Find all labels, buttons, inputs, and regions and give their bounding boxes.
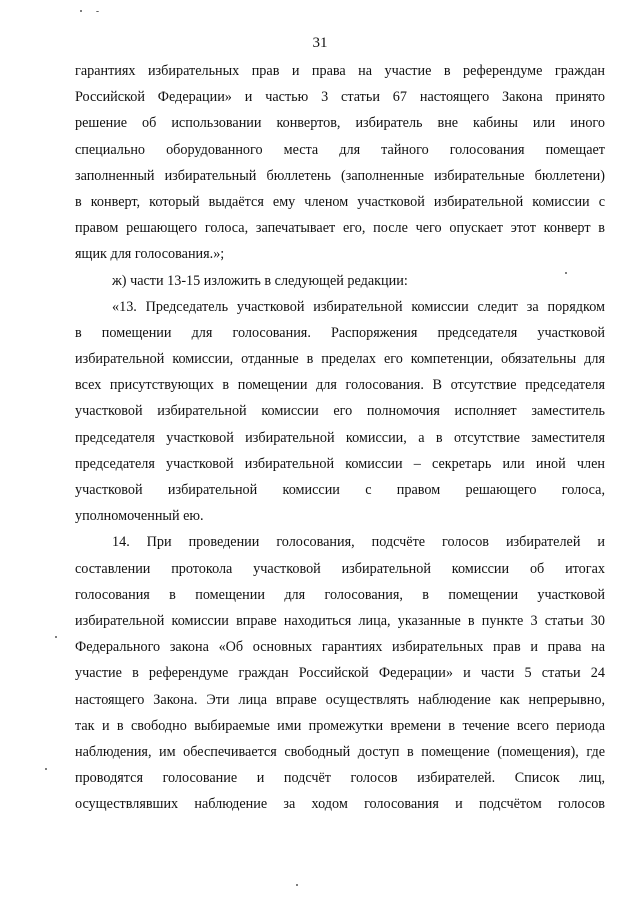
- scan-speck: [96, 11, 99, 12]
- text-line: в конверт, который выдаётся ему членом участковой избирательной комиссии с: [75, 193, 605, 210]
- scan-speck: [80, 10, 82, 12]
- text-line: избирательной комиссии вправе находиться лица, указанные в пункте 3 статьи 30: [75, 612, 605, 629]
- page-number: 31: [312, 35, 328, 51]
- text-line: гарантиях избирательных прав и права на участие в референдуме граждан: [75, 63, 605, 79]
- text-line: ящик для голосования.»;: [75, 246, 225, 263]
- scan-speck: [296, 884, 298, 886]
- text-line: так и в свободно выбираемые ими промежутки времени в течение всего периода: [75, 717, 605, 734]
- text-line: осуществлявших наблюдение за ходом голосования и подсчётом голосов: [75, 796, 605, 813]
- text-line: уполномоченный ею.: [75, 508, 204, 525]
- text-line: председателя участковой избирательной комиссии – секретарь или иной член: [75, 455, 605, 472]
- text-line: настоящего Закона. Эти лица вправе осуществлять наблюдение как непрерывно,: [75, 691, 605, 708]
- text-line: составлении протокола участковой избирательной комиссии об итогах: [75, 560, 605, 577]
- text-line: участие в референдуме граждан Российской Федерации» и части 5 статьи 24: [75, 665, 605, 682]
- text-line: специально оборудованного места для тайного голосования помещает: [75, 141, 605, 158]
- text-line: голосования в помещении для голосования, в помещении участковой: [75, 586, 605, 603]
- text-line: председателя участковой избирательной комиссии, а в отсутствие заместителя: [75, 429, 605, 446]
- text-line: проводятся голосование и подсчёт голосов избирателей. Список лиц,: [75, 770, 605, 787]
- text-line: 14. При проведении голосования, подсчёте голосов избирателей и: [112, 534, 605, 551]
- scan-speck: [45, 768, 47, 770]
- text-line: наблюдения, им обеспечивается свободный доступ в помещение (помещения), где: [75, 743, 605, 760]
- text-line: избирательной комиссии, отданные в пределах его компетенции, обязательны для: [75, 351, 605, 368]
- scan-speck: [55, 636, 57, 638]
- text-line: участковой избирательной комиссии с правом решающего голоса,: [75, 482, 605, 498]
- text-line: Российской Федерации» и частью 3 статьи 67 настоящего Закона принято: [75, 89, 605, 106]
- text-line: в помещении для голосования. Распоряжения председателя участковой: [75, 324, 605, 341]
- text-line: правом решающего голоса, запечатывает его, после чего опускает этот конверт в: [75, 220, 605, 237]
- text-line: «13. Председатель участковой избирательной комиссии следит за порядком: [112, 298, 605, 315]
- text-line: ж) части 13-15 изложить в следующей редакции:: [112, 272, 408, 289]
- document-body: [75, 58, 605, 817]
- text-line: Федерального закона «Об основных гарантиях избирательных прав и права на: [75, 639, 605, 656]
- scan-speck: [565, 272, 567, 274]
- text-line: заполненный избирательный бюллетень (заполненные избирательные бюллетени): [75, 167, 605, 184]
- text-line: решение об использовании конвертов, избиратель вне кабины или иного: [75, 115, 605, 132]
- text-line: всех присутствующих в помещении для голосования. В отсутствие председателя: [75, 377, 605, 394]
- text-line: участковой избирательной комиссии его полномочия исполняет заместитель: [75, 403, 605, 420]
